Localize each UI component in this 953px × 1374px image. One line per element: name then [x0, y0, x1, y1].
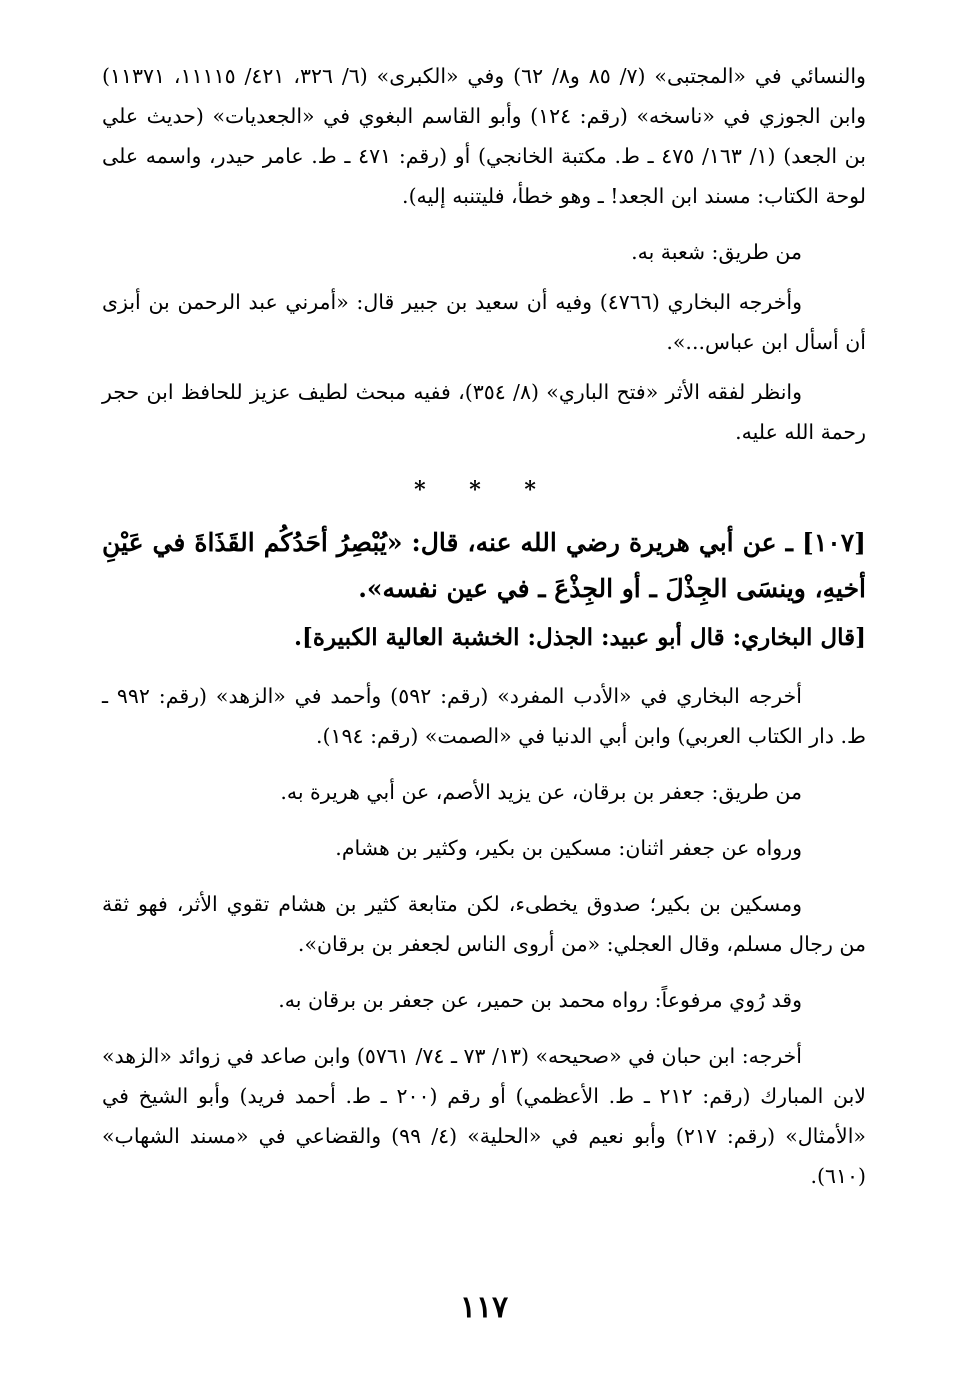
bukhari-note: [قال البخاري: قال أبو عبيد: الجذل: الخشبة العالية الكبيرة]. — [294, 624, 866, 651]
section-separator: * * * — [414, 477, 554, 503]
paragraph-marfu-narration: وقد رُوي مرفوعاً: رواه محمد بن حمير، عن جعفر بن برقان به. — [278, 988, 802, 1012]
paragraph-citations-continued: والنسائي في «المجتبى» (٧/ ٨٥ و٨/ ٦٢) وفي «الكبرى» (٦/ ٣٢٦، ٤٢١/ ١١١١٥، ١١٣٧١) وابن الجوزي في «ناسخه» (رقم: ١٢٤) وأبو القاسم البغوي في «الجعديات» (حديث علي بن الجعد) (١/ ١٦٣/ ٤٧٥ ـ ط. مكتبة الخانجي) أو (رقم: ٤٧١ ـ ط. عامر حيدر، واسمه على لوحة الكتاب: مسند ابن الجعد! ـ وهو خطأ، فليتنبه إليه). — [102, 64, 866, 208]
page-body — [102, 56, 866, 1356]
paragraph-narrators-from-jafar: ورواه عن جعفر اثنان: مسكين بن بكير، وكثير بن هشام. — [335, 836, 802, 860]
paragraph-bukhari-4766: وأخرجه البخاري (٤٧٦٦) وفيه أن سعيد بن جبير قال: «أمرني عبد الرحمن بن أبزى أن أسأل ابن عباس...». — [102, 290, 866, 354]
paragraph-chain-jafar: من طريق: جعفر بن برقان، عن يزيد الأصم، عن أبي هريرة به. — [280, 780, 802, 804]
paragraph-takhrij-ibn-hibban: أخرجه: ابن حبان في «صحيحه» (١٣/ ٧٣ ـ ٧٤/ ٥٧٦١) وابن صاعد في زوائد «الزهد» لابن المبارك (رقم: ٢١٢ ـ ط. الأعظمي) أو رقم (٢٠٠ ـ ط. أحمد فريد) وأبو الشيخ في «الأمثال» (رقم: ٢١٧) وأبو نعيم في «الحلية» (٤/ ٩٩) والقضاعي في «مسند الشهاب» (٦١٠). — [102, 1044, 866, 1188]
paragraph-fath-al-bari: وانظر لفقه الأثر «فتح الباري» (٨/ ٣٥٤)، ففيه مبحث لطيف عزيز للحافظ ابن حجر رحمة الله عليه. — [102, 380, 866, 444]
page-number: ١١٧ — [459, 1290, 509, 1325]
hadith-107-text: [١٠٧] ـ عن أبي هريرة رضي الله عنه، قال: «يُبْصِرُ أحَدُكُم القَذَاةَ في عَيْنِ أخيهِ، وينسَى الجِذْلَ ـ أو الجِذْعَ ـ في عين نفسه». — [102, 528, 866, 603]
paragraph-takhrij-adab-mufrad: أخرجه البخاري في «الأدب المفرد» (رقم: ٥٩٢) وأحمد في «الزهد» (رقم: ٩٩٢ ـ ط. دار الكتاب العربي) وابن أبي الدنيا في «الصمت» (رقم: ١٩٤). — [102, 684, 866, 748]
paragraph-miskin-ibn-bukayr: ومسكين بن بكير؛ صدوق يخطىء، لكن متابعة كثير بن هشام تقوي الأثر، فهو ثقة من رجال مسلم، وقال العجلي: «من أروى الناس لجعفر بن برقان». — [102, 892, 866, 956]
paragraph-chain-shuba: من طريق: شعبة به. — [631, 240, 802, 264]
